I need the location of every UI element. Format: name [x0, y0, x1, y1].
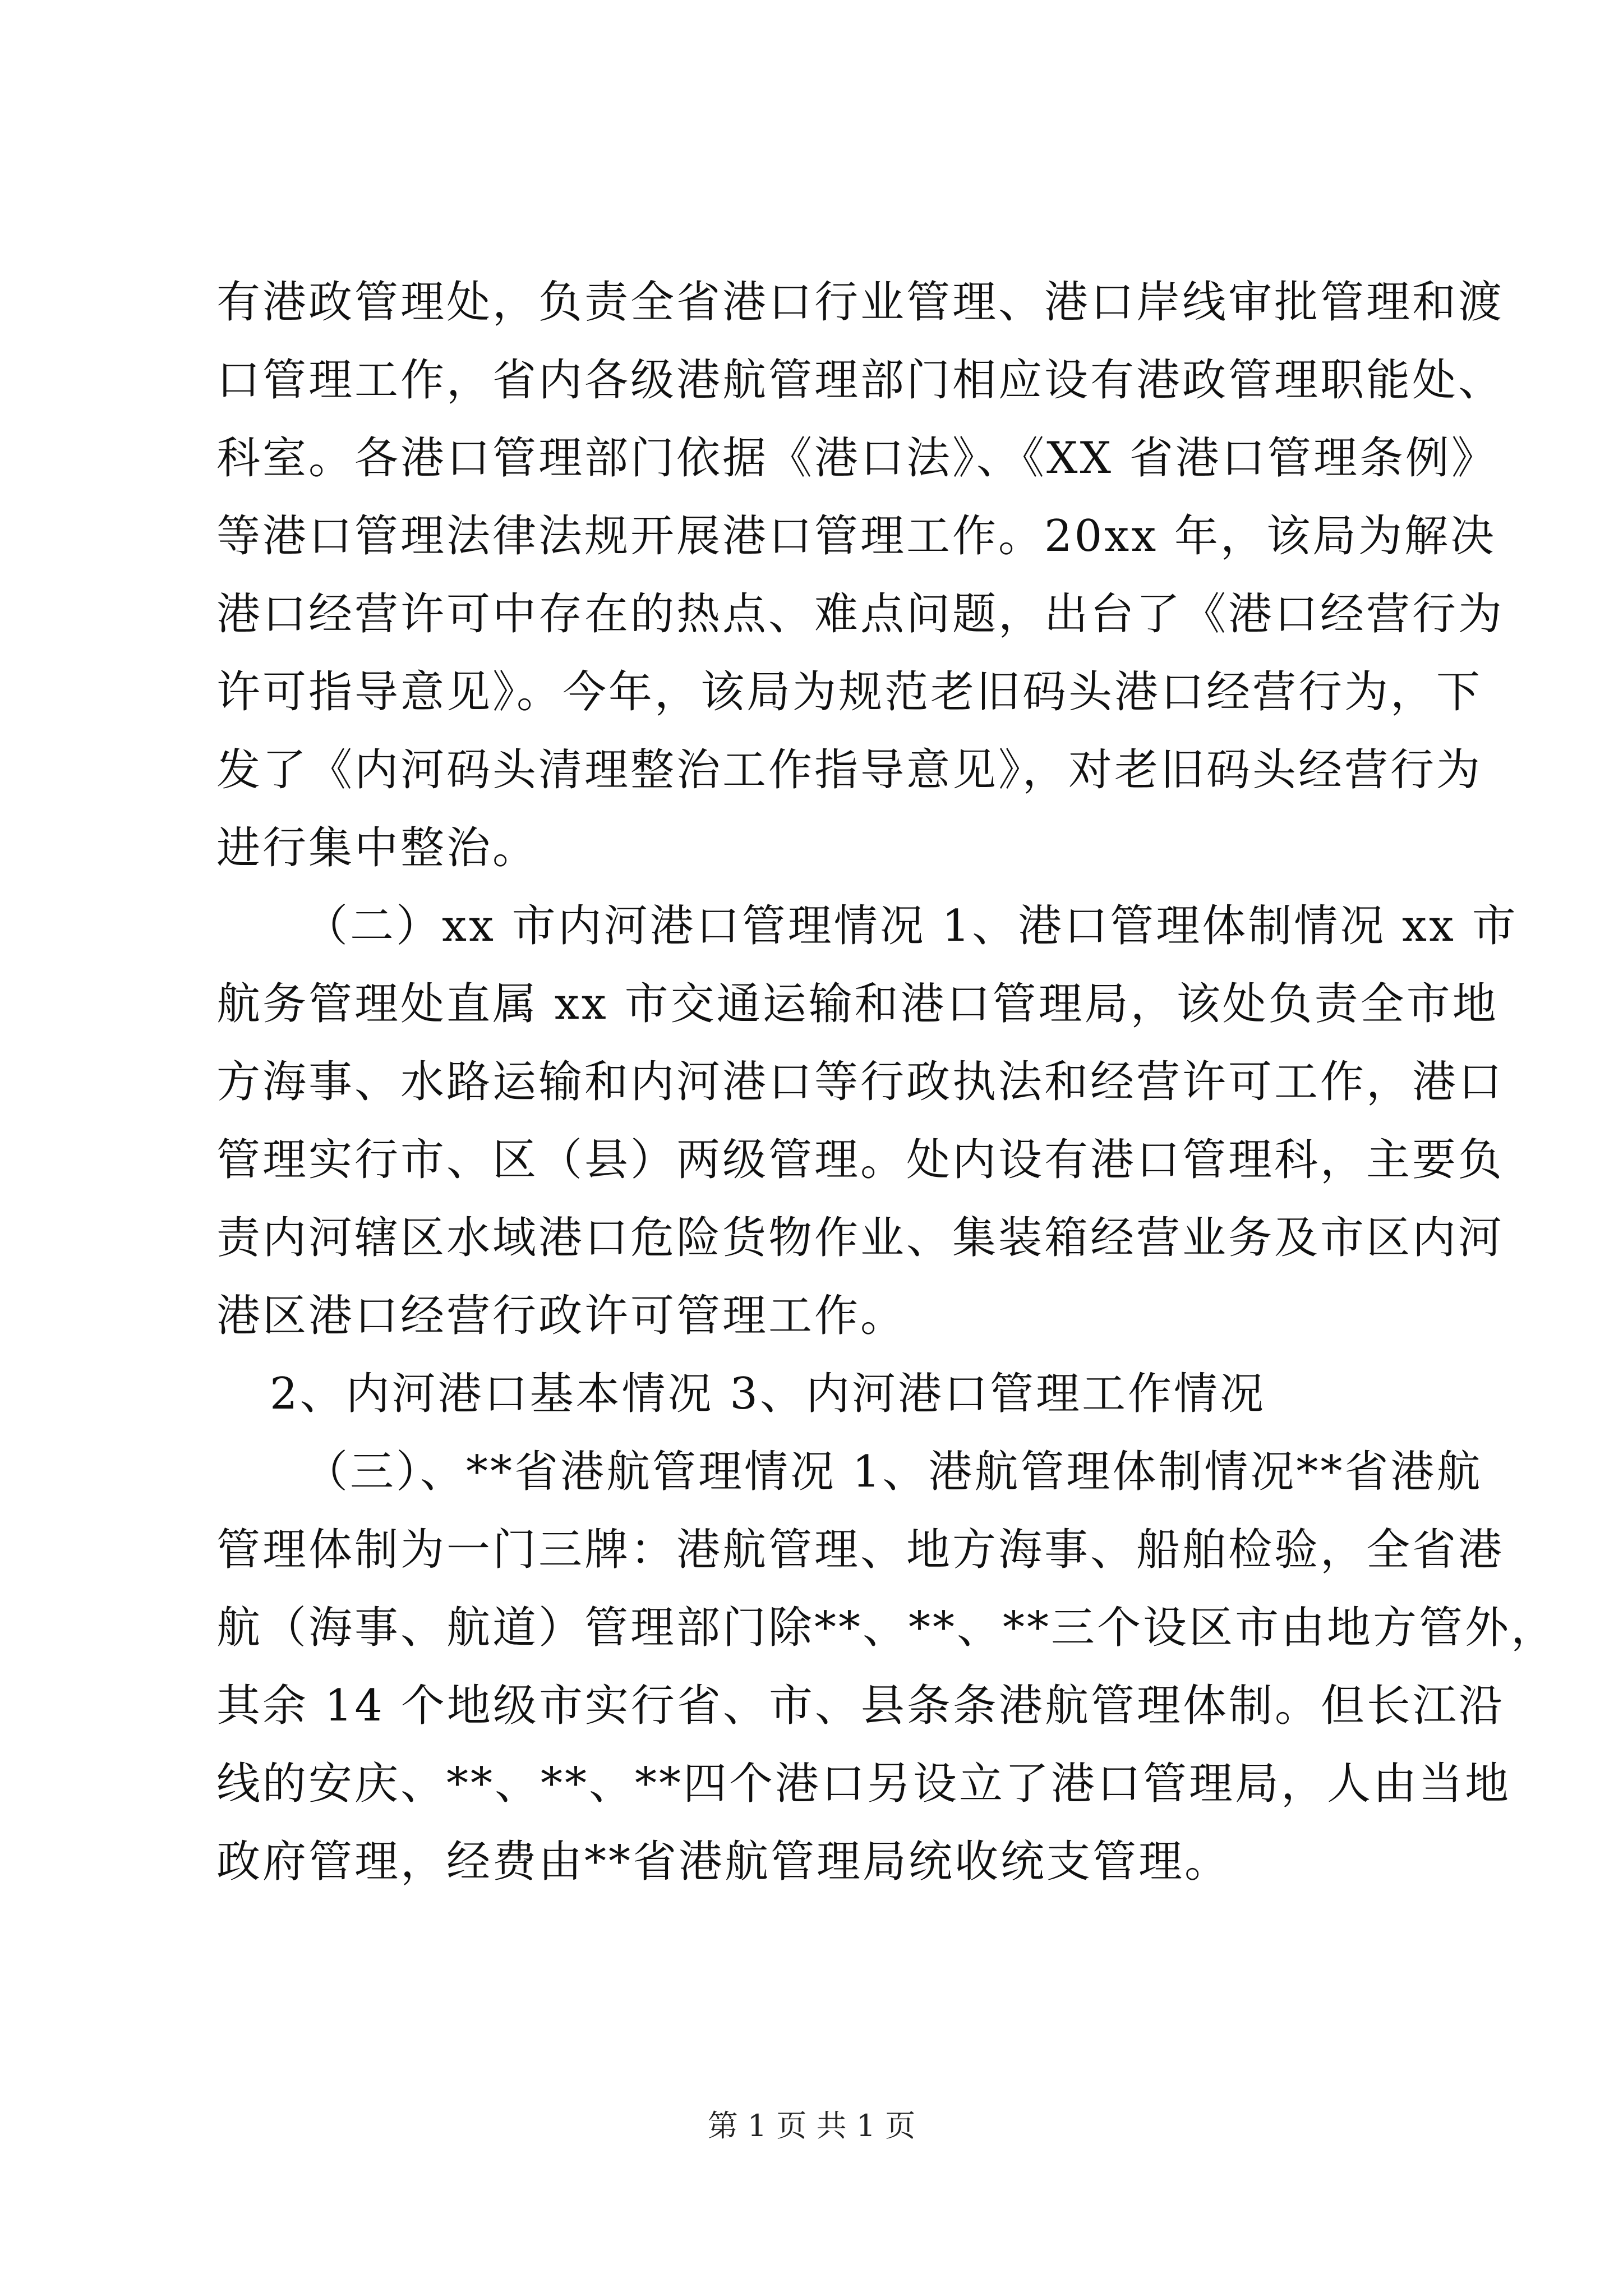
text-line: 管理实行市、区（县）两级管理。处内设有港口管理科，主要负	[216, 1135, 1505, 1185]
text-line: 方海事、水路运输和内河港口等行政执法和经营许可工作，港口	[216, 1057, 1505, 1107]
text-line: 其余 14 个地级市实行省、市、县条条港航管理体制。但长江沿	[216, 1681, 1505, 1731]
text-line: （三）、**省港航管理情况 1、港航管理体制情况**省港航	[304, 1447, 1483, 1497]
page-footer: 第 1 页 共 1 页	[707, 2108, 916, 2143]
text-line: 2、内河港口基本情况 3、内河港口管理工作情况	[270, 1369, 1266, 1419]
document-body	[216, 264, 1557, 1901]
text-line: 有港政管理处，负责全省港口行业管理、港口岸线审批管理和渡	[216, 277, 1505, 328]
text-line: 港区港口经营行政许可管理工作。	[216, 1291, 907, 1341]
text-line: 线的安庆、**、**、**四个港口另设立了港口管理局，人由当地	[216, 1759, 1511, 1809]
text-line: 港口经营许可中存在的热点、难点问题，出台了《港口经营行为	[216, 589, 1505, 639]
text-line: 政府管理，经费由**省港航管理局统收统支管理。	[216, 1837, 1231, 1887]
text-line: 责内河辖区水域港口危险货物作业、集装箱经营业务及市区内河	[216, 1213, 1505, 1263]
text-line: 航（海事、航道）管理部门除**、**、**三个设区市由地方管外，	[216, 1603, 1557, 1653]
text-line: 口管理工作，省内各级港航管理部门相应设有港政管理职能处、	[216, 355, 1505, 406]
text-line: 航务管理处直属 xx 市交通运输和港口管理局，该处负责全市地	[216, 979, 1498, 1029]
text-line: 许可指导意见》。今年，该局为规范老旧码头港口经营行为，下	[216, 667, 1483, 717]
text-line: （二）xx 市内河港口管理情况 1、港口管理体制情况 xx 市	[304, 901, 1518, 951]
text-line: 科室。各港口管理部门依据《港口法》、《XX 省港口管理条例》	[216, 433, 1497, 484]
text-line: 发了《内河码头清理整治工作指导意见》，对老旧码头经营行为	[216, 745, 1483, 795]
text-line: 管理体制为一门三牌：港航管理、地方海事、船舶检验，全省港	[216, 1525, 1505, 1575]
text-line: 等港口管理法律法规开展港口管理工作。20xx 年，该局为解决	[216, 511, 1497, 562]
text-line: 进行集中整治。	[216, 823, 539, 873]
